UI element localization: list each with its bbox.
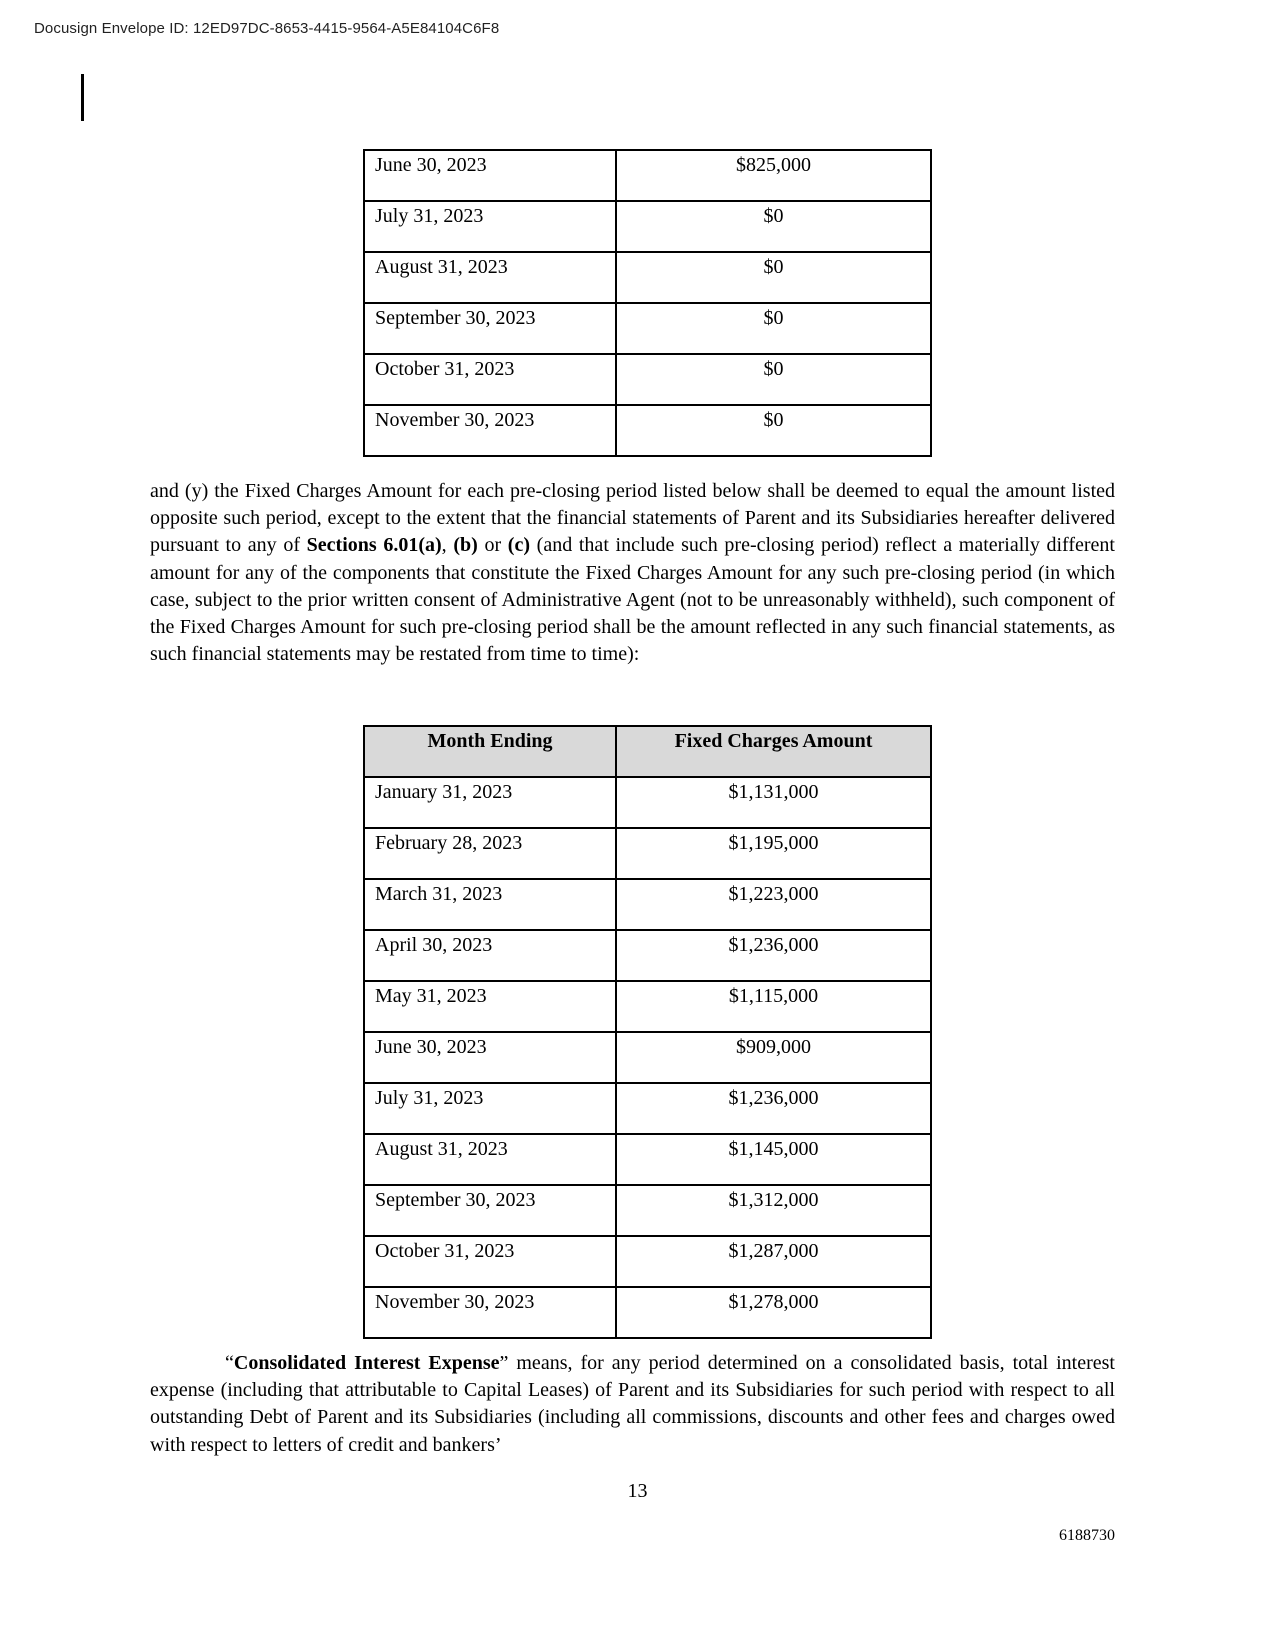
period-cell: August 31, 2023 [364,252,616,303]
paragraph-text: , [441,534,454,557]
table-row [364,1185,931,1236]
period-cell: July 31, 2023 [364,201,616,252]
period-cell: October 31, 2023 [364,354,616,405]
amount-cell: $1,131,000 [616,777,931,828]
table-row [364,405,931,456]
consolidated-interest-expense-definition [150,1350,1115,1459]
amount-cell: $1,195,000 [616,828,931,879]
defined-term: Consolidated Interest Expense [233,1352,500,1374]
period-cell: April 30, 2023 [364,930,616,981]
period-cell: February 28, 2023 [364,828,616,879]
section-reference: (c) [507,534,530,557]
table-row [364,303,931,354]
period-cell: October 31, 2023 [364,1236,616,1287]
amount-cell: $0 [616,303,931,354]
table-row [364,981,931,1032]
fixed-charges-table [363,725,932,1339]
amount-cell: $1,236,000 [616,1083,931,1134]
section-reference: (b) [453,534,478,557]
table-row [364,252,931,303]
fixed-charges-paragraph [150,478,1115,668]
period-cell: July 31, 2023 [364,1083,616,1134]
table-row [364,828,931,879]
column-header-month-ending: Month Ending [364,726,616,777]
period-cell: November 30, 2023 [364,405,616,456]
period-cell: September 30, 2023 [364,303,616,354]
amount-cell: $1,223,000 [616,879,931,930]
table-row [364,930,931,981]
period-cell: September 30, 2023 [364,1185,616,1236]
amount-cell: $0 [616,252,931,303]
table-row [364,150,931,201]
amount-cell: $1,312,000 [616,1185,931,1236]
table-row [364,201,931,252]
document-id: 6188730 [1059,1527,1115,1544]
amount-cell: $909,000 [616,1032,931,1083]
amount-cell: $0 [616,405,931,456]
docusign-envelope-id: Docusign Envelope ID: 12ED97DC-8653-4415-9564-A5E84104C6F8 [34,20,500,37]
paragraph-text: (and that include such pre-closing period) reflect a materially different amount for any of the components that constitute the Fixed Charges Amount for any such pre-closing period (in which case, subject to the prior written consent of Administrative Agent (not to be unreasonably withheld), such component of the Fixed Charges Amount for such pre-closing period shall be the amount reflected in any such financial statements, as such financial statements may be restated from time to time): [150,534,1115,666]
revision-change-bar [81,74,84,121]
open-quote: “ [225,1352,234,1374]
table-row [364,1134,931,1185]
period-cell: August 31, 2023 [364,1134,616,1185]
period-cell: May 31, 2023 [364,981,616,1032]
period-cell: January 31, 2023 [364,777,616,828]
covenant-schedule-table-continued [363,149,932,457]
period-cell: November 30, 2023 [364,1287,616,1338]
period-cell: June 30, 2023 [364,150,616,201]
amount-cell: $825,000 [616,150,931,201]
table-row [364,1032,931,1083]
table-row [364,354,931,405]
period-cell: June 30, 2023 [364,1032,616,1083]
column-header-fixed-charges-amount: Fixed Charges Amount [616,726,931,777]
table-row [364,777,931,828]
paragraph-text: and (y) the Fixed Charges Amount for each pre-closing period listed below shall be deemed to equal the amount listed opposite such period, except to the extent that the financial statements of Parent and its Subsidiaries hereafter delivered pursuant to any of [150,480,1115,557]
amount-cell: $0 [616,354,931,405]
table-row [364,1236,931,1287]
amount-cell: $1,236,000 [616,930,931,981]
table-header-row [364,726,931,777]
amount-cell: $1,145,000 [616,1134,931,1185]
table-row [364,879,931,930]
table-row [364,1083,931,1134]
amount-cell: $1,278,000 [616,1287,931,1338]
paragraph-text: or [477,534,508,557]
section-reference: Sections 6.01(a) [306,534,442,557]
page-number: 13 [627,1480,648,1502]
amount-cell: $1,287,000 [616,1236,931,1287]
amount-cell: $1,115,000 [616,981,931,1032]
amount-cell: $0 [616,201,931,252]
definition-text: ” means, for any period determined on a consolidated basis, total interest expense (including that attributable to Capital Leases) of Parent and its Subsidiaries for such period with respect to all outstanding Debt of Parent and its Subsidiaries (including all commissions, discounts and other fees and charges owed with respect to letters of credit and bankers’ [150,1352,1115,1456]
table-row [364,1287,931,1338]
period-cell: March 31, 2023 [364,879,616,930]
